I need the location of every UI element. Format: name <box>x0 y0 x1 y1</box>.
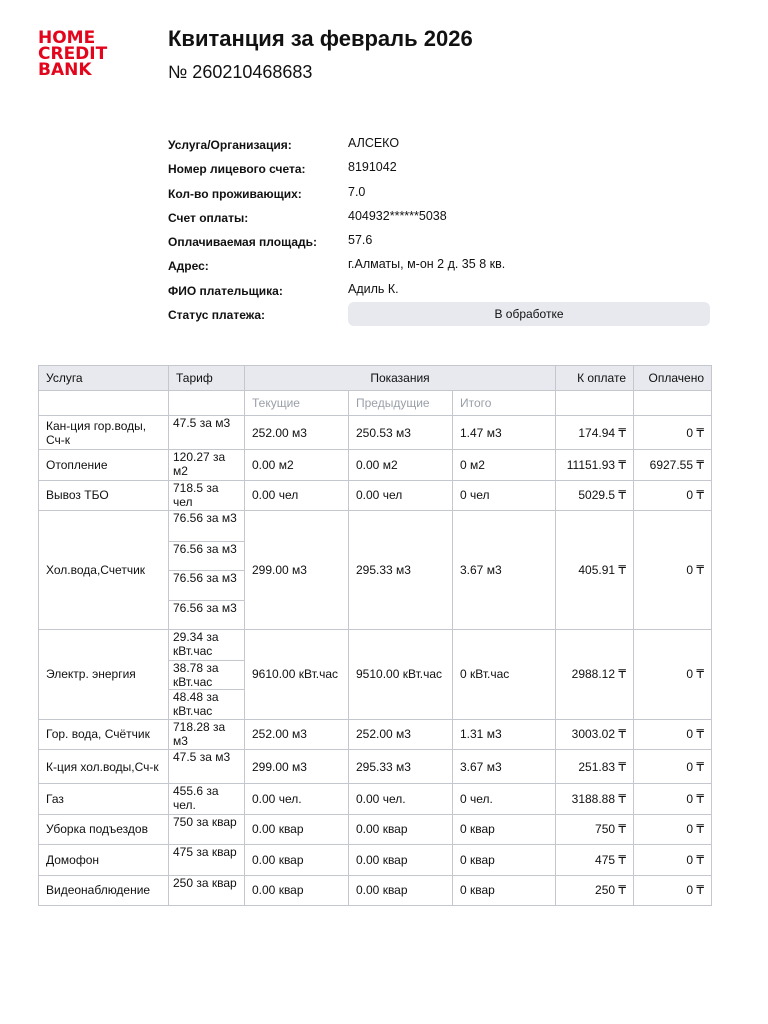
service-name: Вывоз ТБО <box>39 480 169 511</box>
tariff-cell <box>169 845 245 876</box>
service-name: Хол.вода,Счетчик <box>39 511 169 630</box>
header-paid: Оплачено <box>634 366 712 391</box>
info-value: 7.0 <box>348 184 366 199</box>
tariff-value: 29.34 за кВт.час <box>173 630 219 658</box>
service-name: Электр. энергия <box>39 630 169 720</box>
info-label: Номер лицевого счета: <box>168 162 306 177</box>
info-label: Оплачиваемая площадь: <box>168 235 318 250</box>
tariff-value: 718.5 за чел <box>173 480 219 509</box>
tariff-value: 750 за квар <box>173 814 237 829</box>
reading-previous: 0.00 чел. <box>349 784 453 815</box>
service-name: Видеонаблюдение <box>39 875 169 906</box>
header-service: Услуга <box>39 366 169 391</box>
amount-to-pay: 405.91 ₸ <box>556 511 634 630</box>
reading-current: 9610.00 кВт.час <box>245 630 349 720</box>
table-row <box>39 784 712 815</box>
table-row <box>39 875 712 906</box>
table-row <box>39 630 712 720</box>
payment-info <box>168 134 712 328</box>
tariff-value: 38.78 за кВт.час <box>169 660 244 690</box>
header-to-pay: К оплате <box>556 366 634 391</box>
amount-paid: 0 ₸ <box>634 875 712 906</box>
logo-line-3: BANK <box>38 60 92 80</box>
tariff-cell <box>169 416 245 450</box>
tariff-value: 76.56 за м3 <box>169 541 244 571</box>
table-row <box>39 814 712 845</box>
reading-total: 0 м2 <box>453 450 556 481</box>
tariff-value: 475 за квар <box>173 845 237 859</box>
info-value: г.Алматы, м-он 2 д. 35 8 кв. <box>348 257 506 272</box>
tariff-value: 47.5 за м3 <box>173 416 231 430</box>
reading-previous: 250.53 м3 <box>349 416 453 450</box>
tariff-value: 47.5 за м3 <box>173 750 231 764</box>
reading-current: 252.00 м3 <box>245 416 349 450</box>
amount-to-pay: 750 ₸ <box>556 814 634 845</box>
amount-to-pay: 3188.88 ₸ <box>556 784 634 815</box>
service-name: Гор. вода, Счётчик <box>39 719 169 750</box>
info-row-account <box>168 158 712 182</box>
reading-total: 0 чел. <box>453 784 556 815</box>
services-table <box>38 365 712 906</box>
info-row-payment-card <box>168 207 712 231</box>
subheader-empty <box>39 391 169 416</box>
tariff-cell <box>169 480 245 511</box>
service-name: Отопление <box>39 450 169 481</box>
reading-previous: 0.00 квар <box>349 845 453 876</box>
amount-to-pay: 475 ₸ <box>556 845 634 876</box>
page-title: Квитанция за февраль 2026 <box>168 26 473 51</box>
table-row <box>39 416 712 450</box>
tariff-cell <box>169 719 245 750</box>
reading-previous: 252.00 м3 <box>349 719 453 750</box>
info-label: Услуга/Организация: <box>168 138 292 152</box>
info-label: Статус платежа: <box>168 308 266 323</box>
reading-total: 0 квар <box>453 814 556 845</box>
tariff-cell <box>169 784 245 815</box>
info-value: 57.6 <box>348 233 373 248</box>
info-label: Кол-во проживающих: <box>168 186 302 201</box>
info-label: ФИО плательщика: <box>168 283 283 298</box>
table-header-row <box>39 366 712 391</box>
amount-paid: 0 ₸ <box>634 416 712 450</box>
service-name: Кан-ция гор.воды, Сч-к <box>39 416 169 450</box>
reading-total: 0 квар <box>453 845 556 876</box>
tariff-cell <box>169 750 245 784</box>
receipt-number: № 260210468683 <box>168 62 313 82</box>
subheader-current: Текущие <box>245 391 349 416</box>
info-label: Адрес: <box>168 259 209 274</box>
tariff-value: 120.27 за м2 <box>173 450 226 478</box>
info-row-address <box>168 255 712 279</box>
tariff-value: 76.56 за м3 <box>169 570 244 600</box>
tariff-value: 48.48 за кВт.час <box>169 689 244 719</box>
subheader-previous: Предыдущие <box>349 391 453 416</box>
reading-previous: 0.00 м2 <box>349 450 453 481</box>
reading-previous: 0.00 квар <box>349 875 453 906</box>
reading-previous: 295.33 м3 <box>349 511 453 630</box>
amount-to-pay: 11151.93 ₸ <box>556 450 634 481</box>
tariff-value: 76.56 за м3 <box>169 600 244 630</box>
reading-total: 1.31 м3 <box>453 719 556 750</box>
table-row <box>39 845 712 876</box>
tariff-cell <box>169 511 245 630</box>
amount-paid: 0 ₸ <box>634 630 712 720</box>
subheader-empty <box>169 391 245 416</box>
amount-paid: 0 ₸ <box>634 719 712 750</box>
amount-to-pay: 251.83 ₸ <box>556 750 634 784</box>
reading-current: 299.00 м3 <box>245 750 349 784</box>
reading-previous: 0.00 квар <box>349 814 453 845</box>
tariff-cell <box>169 814 245 845</box>
info-value: 8191042 <box>348 160 397 175</box>
tariff-cell <box>169 875 245 906</box>
table-row <box>39 750 712 784</box>
reading-previous: 9510.00 кВт.час <box>349 630 453 720</box>
tariff-value: 250 за квар <box>173 875 237 890</box>
service-name: Газ <box>39 784 169 815</box>
logo-line-2: CREDIT <box>38 44 108 64</box>
bank-logo <box>38 30 118 78</box>
reading-total: 0 квар <box>453 875 556 906</box>
amount-paid: 0 ₸ <box>634 480 712 511</box>
table-subheader-row <box>39 391 712 416</box>
amount-to-pay: 174.94 ₸ <box>556 416 634 450</box>
reading-current: 0.00 чел <box>245 480 349 511</box>
header-readings: Показания <box>245 366 556 391</box>
reading-total: 1.47 м3 <box>453 416 556 450</box>
reading-total: 0 кВт.час <box>453 630 556 720</box>
amount-paid: 0 ₸ <box>634 814 712 845</box>
info-row-service <box>168 134 712 158</box>
reading-total: 3.67 м3 <box>453 511 556 630</box>
info-value: 404932******5038 <box>348 208 447 223</box>
info-label: Счет оплаты: <box>168 210 249 225</box>
service-name: Уборка подъездов <box>39 814 169 845</box>
amount-to-pay: 2988.12 ₸ <box>556 630 634 720</box>
amount-paid: 0 ₸ <box>634 750 712 784</box>
amount-paid: 0 ₸ <box>634 784 712 815</box>
service-name: Домофон <box>39 845 169 876</box>
reading-total: 3.67 м3 <box>453 750 556 784</box>
table-row <box>39 719 712 750</box>
reading-current: 0.00 чел. <box>245 784 349 815</box>
reading-current: 252.00 м3 <box>245 719 349 750</box>
info-value: АЛСЕКО <box>348 136 400 150</box>
subheader-empty <box>556 391 634 416</box>
reading-total: 0 чел <box>453 480 556 511</box>
subheader-empty <box>634 391 712 416</box>
info-value: Адиль К. <box>348 281 399 296</box>
info-row-status <box>168 304 712 328</box>
reading-current: 0.00 м2 <box>245 450 349 481</box>
service-name: К-ция хол.воды,Сч-к <box>39 750 169 784</box>
reading-previous: 295.33 м3 <box>349 750 453 784</box>
tariff-cell <box>169 630 245 720</box>
subheader-total: Итого <box>453 391 556 416</box>
reading-previous: 0.00 чел <box>349 480 453 511</box>
status-badge: В обработке <box>348 302 710 326</box>
reading-current: 0.00 квар <box>245 814 349 845</box>
table-row <box>39 511 712 630</box>
info-row-residents <box>168 183 712 207</box>
reading-current: 299.00 м3 <box>245 511 349 630</box>
amount-paid: 0 ₸ <box>634 511 712 630</box>
amount-to-pay: 5029.5 ₸ <box>556 480 634 511</box>
amount-paid: 6927.55 ₸ <box>634 450 712 481</box>
table-row <box>39 480 712 511</box>
info-row-area <box>168 231 712 255</box>
amount-paid: 0 ₸ <box>634 845 712 876</box>
header-tariff: Тариф <box>169 366 245 391</box>
reading-current: 0.00 квар <box>245 845 349 876</box>
reading-current: 0.00 квар <box>245 875 349 906</box>
info-row-payer <box>168 280 712 304</box>
tariff-value: 455.6 за чел. <box>173 784 219 812</box>
tariff-cell <box>169 450 245 481</box>
amount-to-pay: 250 ₸ <box>556 875 634 906</box>
tariff-value: 718.28 за м3 <box>173 719 226 748</box>
amount-to-pay: 3003.02 ₸ <box>556 719 634 750</box>
tariff-value: 76.56 за м3 <box>173 511 237 525</box>
logo-line-1: HOME <box>38 28 96 48</box>
table-row <box>39 450 712 481</box>
